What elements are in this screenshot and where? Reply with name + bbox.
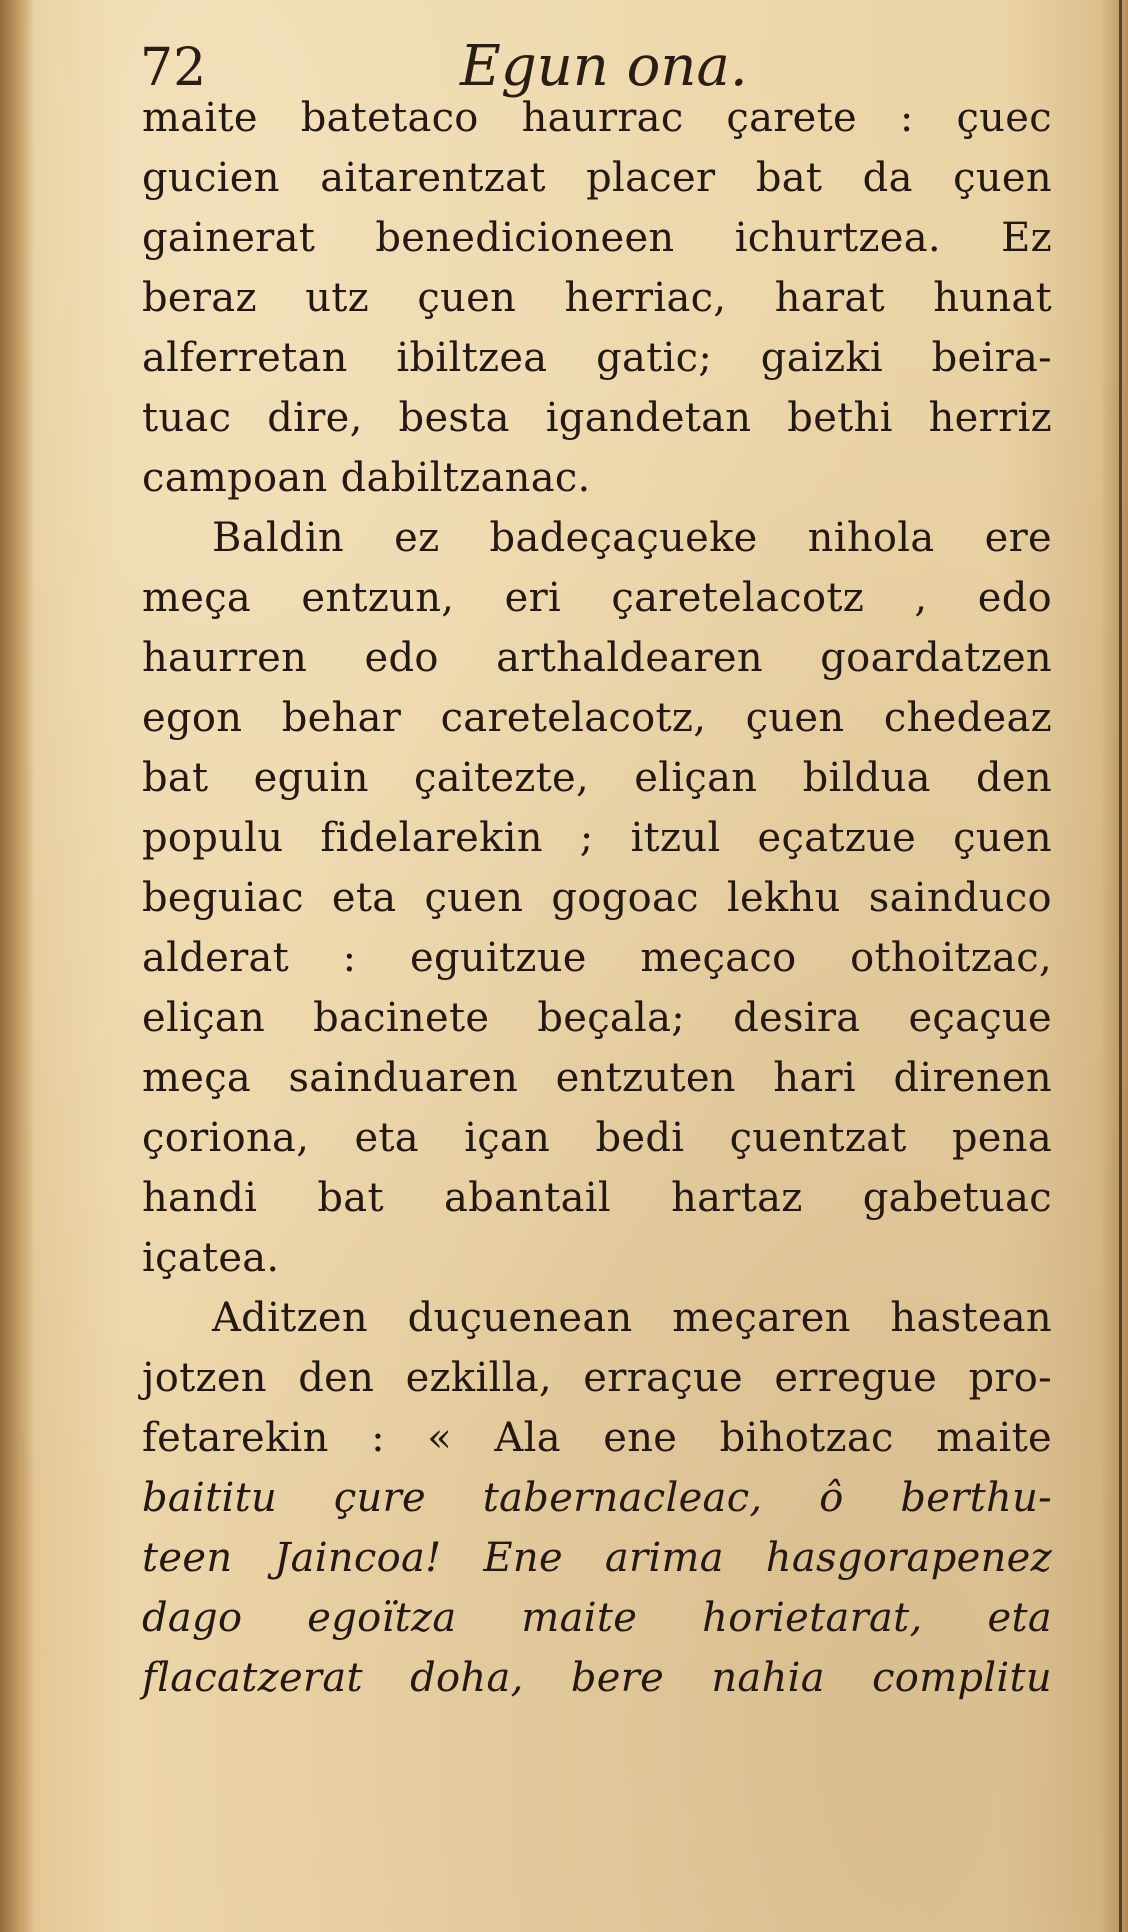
body-text <box>142 88 1052 1708</box>
text-line: dago egoïtza maite horietarat, eta <box>142 1595 1052 1641</box>
text-line: teen Jaincoa! Ene arima hasgorapenez <box>142 1535 1052 1581</box>
text-line: maite batetaco haurrac çarete : çuec <box>142 95 1052 141</box>
text-line: Baldin ez badeçaçueke nihola ere <box>212 515 1052 561</box>
text-line: egon behar caretelacotz, çuen chedeaz <box>142 695 1052 741</box>
text-line: çoriona, eta içan bedi çuentzat pena <box>142 1115 1052 1161</box>
text-line: Aditzen duçuenean meçaren hastean <box>212 1295 1052 1341</box>
text-line: haurren edo arthaldearen goardatzen <box>142 635 1052 681</box>
page-binding-edge <box>0 0 34 1932</box>
text-line: fetarekin : « Ala ene bihotzac maite <box>142 1415 1052 1461</box>
text-line: alderat : eguitzue meçaco othoitzac, <box>142 935 1052 981</box>
text-line: beguiac eta çuen gogoac lekhu sainduco <box>142 875 1052 921</box>
text-line: beraz utz çuen herriac, harat hunat <box>142 275 1052 321</box>
running-head: Egun ona. <box>460 34 748 99</box>
text-line: alferretan ibiltzea gatic; gaizki beira- <box>142 335 1052 381</box>
text-line: meça entzun, eri çaretelacotz , edo <box>142 575 1052 621</box>
text-line: tuac dire, besta igandetan bethi herriz <box>142 395 1052 441</box>
text-line: campoan dabiltzanac. <box>142 455 591 501</box>
text-line: eliçan bacinete beçala; desira eçaçue <box>142 995 1052 1041</box>
text-line: handi bat abantail hartaz gabetuac <box>142 1175 1052 1221</box>
text-line: populu fidelarekin ; itzul eçatzue çuen <box>142 815 1052 861</box>
text-line: baititu çure tabernacleac, ô berthu- <box>142 1475 1052 1521</box>
text-line: meça sainduaren entzuten hari direnen <box>142 1055 1052 1101</box>
text-line: flacatzerat doha, bere nahia complitu <box>142 1655 1052 1701</box>
text-line: gainerat benedicioneen ichurtzea. Ez <box>142 215 1052 261</box>
page-edge-line <box>1119 0 1122 1932</box>
text-line: gucien aitarentzat placer bat da çuen <box>142 155 1052 201</box>
page-number: 72 <box>140 38 207 98</box>
text-line: bat eguin çaitezte, eliçan bildua den <box>142 755 1052 801</box>
text-line: jotzen den ezkilla, erraçue erregue pro- <box>142 1355 1052 1401</box>
text-line: içatea. <box>142 1235 280 1281</box>
